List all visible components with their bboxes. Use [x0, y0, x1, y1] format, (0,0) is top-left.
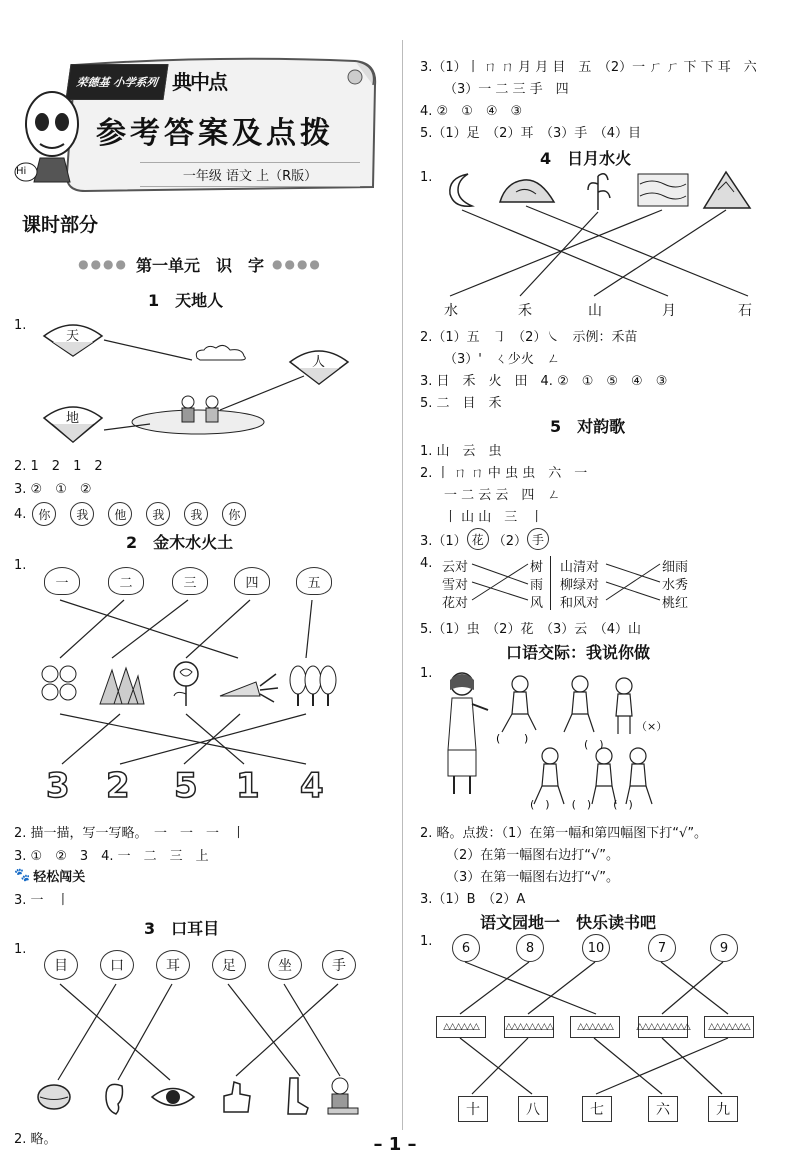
q4-char: 你	[32, 502, 56, 526]
q4-char: 我	[184, 502, 208, 526]
l4-q3: 3. 日 禾 火 田 4. ② ① ⑤ ④ ③	[420, 374, 668, 389]
garden-circle-1: 6	[452, 934, 480, 962]
l5-q2b: 一 二 云 云 四 ㄥ	[444, 488, 561, 503]
metal-picture	[40, 664, 80, 708]
snail-3: 三	[172, 567, 208, 595]
garden-title: 语文园地一 快乐读书吧	[480, 913, 657, 932]
q3-circle-1: 花	[467, 528, 489, 550]
tri-box-5: △△△△△△△	[704, 1016, 754, 1038]
fan-ren: 人	[288, 348, 350, 386]
lesson-1-title: 1 天地人	[148, 291, 224, 310]
r-q3a: 3.（1）丨 ㄇ ㄇ 月 月 目 五 （2）一 ㄏ ㄏ 下 下 耳 六	[420, 60, 757, 75]
dots-right: ●●●●	[272, 257, 322, 271]
oval-6: 手	[322, 950, 356, 980]
svg-text:(: (	[496, 732, 501, 745]
garden-box-4: 六	[648, 1096, 678, 1122]
r-q5: 5.（1）足 （2）耳 （3）手 （4）目	[420, 126, 641, 141]
brand-logo: 荣德基 小学系列	[65, 64, 168, 100]
q4-char: 他	[108, 502, 132, 526]
num-figure-2: 2	[106, 766, 130, 806]
l1-q4: 4. 你 我 他 我 我 你	[14, 502, 250, 526]
r-q3b: （3）一 二 三 手 四	[444, 82, 569, 97]
carrot-picture	[216, 666, 282, 710]
oval-4: 足	[212, 950, 246, 980]
l1-q2: 2. 1 2 1 2	[14, 459, 103, 474]
l2-q1-num: 1.	[14, 558, 27, 573]
l5-q4-table: 云对 雪对 花对 树 雨 风 山清对 柳绿对 和风对 细雨 水秀 桃红	[442, 556, 742, 614]
l5-q4-label: 4.	[420, 556, 433, 571]
l3-q2: 2. 略。	[14, 1132, 57, 1147]
header-subtitle: 一年级 语文 上（R版）	[140, 162, 360, 187]
garden-box-5: 九	[708, 1096, 738, 1122]
mountain-picture	[702, 168, 752, 214]
l4-q2a: 2.（1）五 ㇆ （2）㇏ 示例：禾苗	[420, 330, 638, 345]
garden-circle-2: 8	[516, 934, 544, 962]
num-figure-3: 3	[46, 766, 70, 806]
q4-lines	[442, 556, 742, 614]
paren-marks: ( )	[584, 738, 604, 751]
oral-cross-mark: （×）	[636, 720, 668, 733]
moon-picture	[442, 170, 482, 214]
trees-picture	[288, 664, 338, 712]
l1-q3: 3. ② ① ②	[14, 482, 92, 497]
q4-char: 我	[146, 502, 170, 526]
q4-char: 你	[222, 502, 246, 526]
snail-2: 二	[108, 567, 144, 595]
l4-q1-num: 1.	[420, 170, 433, 185]
cloud-picture	[192, 342, 252, 366]
fan-di: 地	[42, 404, 104, 444]
foot-picture	[280, 1076, 310, 1120]
num-figure-4: 4	[300, 766, 324, 806]
mascot-tag: Hi	[16, 166, 27, 177]
q4-char: 我	[70, 502, 94, 526]
l5-q1: 1. 山 云 虫	[420, 444, 502, 459]
l5-q5: 5.（1）虫 （2）花 （3）云 （4）山	[420, 622, 641, 637]
l2-q2: 2. 描一描，写一写略。 一 一 一 丨	[14, 826, 246, 841]
num-figure-1: 1	[236, 766, 260, 806]
rocks-picture	[496, 172, 558, 210]
l5-q2a: 2. 丨 ㄇ ㄇ 中 虫 虫 六 一	[420, 466, 588, 481]
snail-1: 一	[44, 567, 80, 595]
rose-picture	[168, 660, 204, 712]
unit-title-row	[50, 252, 350, 276]
hand-picture	[218, 1078, 254, 1118]
paren-marks-2: ( ) ( ) ( )	[530, 798, 633, 811]
sitting-boy-picture	[324, 1076, 362, 1120]
r-q4: 4. ② ① ④ ③	[420, 104, 523, 119]
svg-text:): )	[524, 732, 529, 745]
column-divider	[402, 40, 403, 1130]
lesson-2-title: 2 金木水火土	[126, 533, 234, 552]
oval-5: 坐	[268, 950, 302, 980]
dots-left: ●●●●	[78, 257, 128, 271]
water-picture	[636, 172, 690, 212]
garden-circle-5: 9	[710, 934, 738, 962]
oral-q2b: （2）在第一幅图右边打“√”。	[446, 848, 620, 863]
snail-5: 五	[296, 567, 332, 595]
l4-char-2: 禾	[518, 303, 532, 319]
l4-char-4: 月	[662, 303, 676, 319]
grain-picture	[578, 166, 618, 216]
tri-box-2: △△△△△△△△	[504, 1016, 554, 1038]
l4-char-3: 山	[588, 303, 602, 319]
wood-picture	[98, 664, 146, 710]
page-number: – 1 –	[373, 1134, 417, 1155]
l4-char-5: 石	[738, 303, 752, 319]
part-title: 课时部分	[22, 214, 99, 236]
num-figure-5: 5	[174, 766, 198, 806]
earth-people-picture	[128, 380, 268, 440]
kid-pictures-right	[612, 674, 662, 814]
garden-box-3: 七	[582, 1096, 612, 1122]
eye-picture	[150, 1084, 196, 1114]
tri-box-3: △△△△△△	[570, 1016, 620, 1038]
l5-q3: 3.（1） 花 （2） 手	[420, 528, 553, 550]
tri-box-1: △△△△△△	[436, 1016, 486, 1038]
easy-pass-heading: 🐾 轻松闯关	[14, 868, 86, 885]
lesson-3-title: 3 口耳目	[144, 919, 220, 938]
l1-q1-num: 1.	[14, 318, 27, 333]
l4-char-1: 水	[444, 303, 458, 319]
fan-tian: 天	[42, 322, 104, 358]
lesson-4-title: 4 日月水火	[540, 149, 632, 168]
oval-1: 目	[44, 950, 78, 980]
oral-q3: 3.（1）B （2）A	[420, 892, 526, 907]
oral-q2c: （3）在第一幅图右边打“√”。	[446, 870, 620, 885]
oval-2: 口	[100, 950, 134, 980]
q3-circle-2: 手	[527, 528, 549, 550]
oval-3: 耳	[156, 950, 190, 980]
garden-q1-num: 1.	[420, 934, 433, 949]
oral-q2a: 2. 略。点拨：（1）在第一幅和第四幅图下打“√”。	[420, 826, 708, 841]
garden-box-1: 十	[458, 1096, 488, 1122]
l2-q3: 3. ① ② 3 4. 一 二 三 上	[14, 849, 209, 864]
oral-title: 口语交际：我说你做	[506, 643, 651, 662]
paw-icon: 🐾	[14, 868, 31, 883]
l4-q2b: （3）' ㄑ少火 ㄥ	[444, 352, 560, 367]
unit-title: 第一单元 识 字	[135, 255, 264, 275]
snail-4: 四	[234, 567, 270, 595]
l5-q2c: 丨 山 山 三 丨	[444, 510, 544, 525]
mouth-picture	[36, 1082, 72, 1116]
l2-easy-q3: 3. 一 丨	[14, 893, 70, 908]
garden-circle-4: 7	[648, 934, 676, 962]
ear-picture	[102, 1080, 128, 1120]
teacher-picture	[440, 670, 490, 804]
lesson-5-title: 5 对韵歌	[550, 417, 626, 436]
oral-q1-num: 1.	[420, 666, 433, 681]
l3-q1-num: 1.	[14, 942, 27, 957]
mascot	[12, 86, 82, 186]
header-title: 参考答案及点拨	[96, 116, 334, 151]
l4-q5: 5. 二 目 禾	[420, 396, 502, 411]
tri-box-4: △△△△△△△△△	[638, 1016, 688, 1038]
series-mark: 典中点	[172, 70, 226, 94]
garden-circle-3: 10	[582, 934, 610, 962]
garden-box-2: 八	[518, 1096, 548, 1122]
